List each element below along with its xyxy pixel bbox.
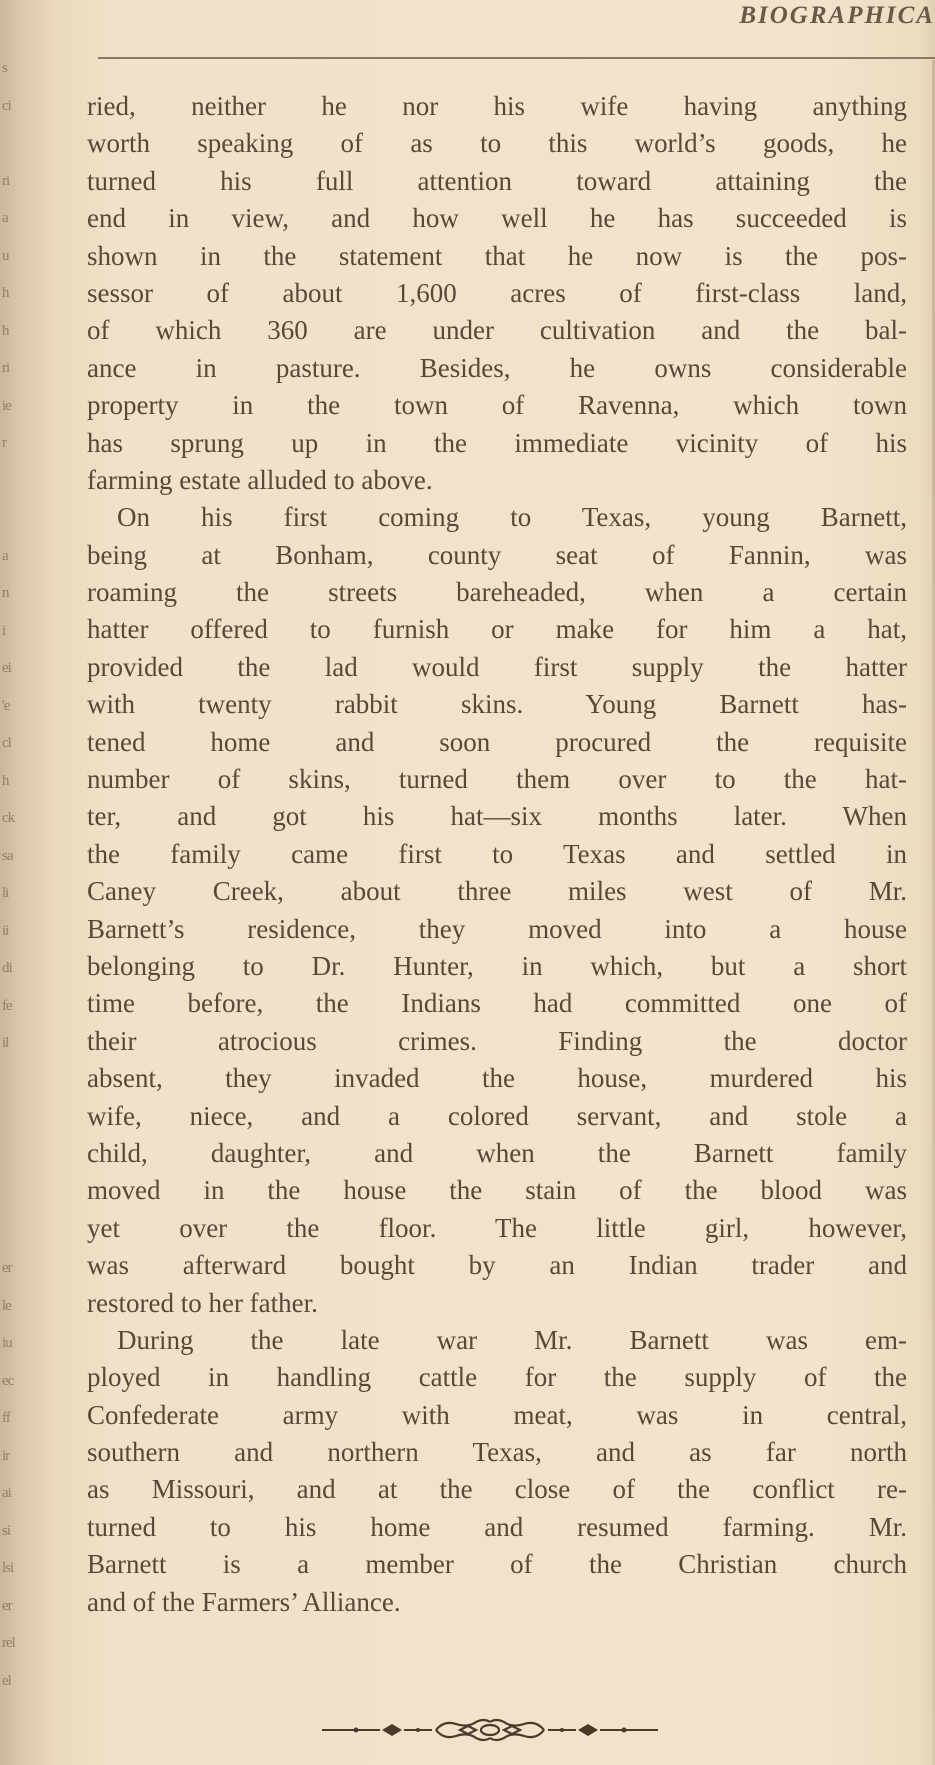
gutter-fragment: el xyxy=(2,1672,11,1689)
gutter-fragment: er xyxy=(2,1260,12,1276)
gutter-fragment: fe xyxy=(2,997,12,1014)
text-line: yet over the floor. The little girl, however, xyxy=(87,1212,907,1243)
text-line: ance in pasture. Besides, he owns considerable xyxy=(87,352,907,383)
gutter-fragment: h xyxy=(2,772,9,789)
text-line: end in view, and how well he has succeeded is xyxy=(87,203,907,234)
gutter-fragment: ei xyxy=(2,660,11,676)
text-line: shown in the statement that he now is the pos- xyxy=(87,240,907,271)
gutter-fragment: h xyxy=(2,322,9,339)
text-line: ployed in handling cattle for the supply of the xyxy=(87,1362,907,1393)
text-line: roaming the streets bareheaded, when a certain xyxy=(87,577,907,608)
text-line: number of skins, turned them over to the hat- xyxy=(87,764,907,795)
text-line: hatter offered to furnish or make for him a hat, xyxy=(87,614,907,645)
text-line: of which 360 are under cultivation and the bal- xyxy=(87,315,907,346)
text-line: Caney Creek, about three miles west of Mr. xyxy=(87,876,907,907)
text-line: Barnett’s residence, they moved into a house xyxy=(87,913,907,944)
text-line: restored to her father. xyxy=(87,1287,318,1318)
gutter-fragment: rel xyxy=(2,1635,15,1651)
gutter-fragment: a xyxy=(2,547,8,564)
gutter-fragment: di xyxy=(2,960,12,976)
gutter-fragment: h xyxy=(2,285,9,301)
text-line: property in the town of Ravenna, which town xyxy=(87,390,907,421)
gutter-fragment: ck xyxy=(2,810,15,826)
text-line: was afterward bought by an Indian trader and xyxy=(87,1250,907,1281)
header-rule xyxy=(98,57,935,59)
text-line: On his first coming to Texas, young Barnett, xyxy=(117,502,907,533)
text-line: the family came first to Texas and settled in xyxy=(87,838,907,869)
text-line: provided the lad would first supply the hatter xyxy=(87,651,907,682)
gutter-fragment: cl xyxy=(2,735,11,751)
text-line: ried, neither he nor his wife having anything xyxy=(87,91,907,121)
gutter-fragment: n xyxy=(2,585,9,601)
text-line: with twenty rabbit skins. Young Barnett has- xyxy=(87,689,907,720)
gutter-fragment: 'e xyxy=(2,697,10,714)
gutter-fragment: s xyxy=(2,60,7,76)
gutter-fragment: li xyxy=(2,885,9,901)
body-text-column xyxy=(87,88,907,1621)
text-line: child, daughter, and when the Barnett family xyxy=(87,1137,907,1168)
gutter-fragment: ir xyxy=(2,1447,10,1464)
text-line: moved in the house the stain of the blood was xyxy=(87,1175,907,1206)
text-line: as Missouri, and at the close of the conflict re- xyxy=(87,1474,907,1505)
text-line: and of the Farmers’ Alliance. xyxy=(87,1586,401,1617)
text-line: Barnett is a member of the Christian church xyxy=(87,1549,907,1580)
text-line: ter, and got his hat—six months later. When xyxy=(87,801,907,832)
gutter-fragment: u xyxy=(2,247,9,264)
gutter-fragment: ri xyxy=(2,360,10,376)
gutter-fragment: a xyxy=(2,210,8,226)
text-line: has sprung up in the immediate vicinity of his xyxy=(87,427,907,458)
text-line: being at Bonham, county seat of Fannin, was xyxy=(87,539,907,570)
gutter-fragment: ec xyxy=(2,1372,14,1389)
gutter-fragment: r xyxy=(2,435,6,451)
text-line: sessor of about 1,600 acres of first-class land, xyxy=(87,277,907,308)
text-line: belonging to Dr. Hunter, in which, but a short xyxy=(87,950,907,981)
text-line: tened home and soon procured the requisite xyxy=(87,726,907,757)
gutter-fragment: lsi xyxy=(2,1560,14,1576)
gutter-fragment: sa xyxy=(2,847,13,864)
gutter-fragment: le xyxy=(2,1297,11,1314)
gutter-fragment: ii xyxy=(2,922,9,939)
gutter-fragment: ie xyxy=(2,397,11,414)
text-line: their atrocious crimes. Finding the doctor xyxy=(87,1025,907,1056)
gutter-fragment: ai xyxy=(2,1485,11,1501)
gutter-fragment: ci xyxy=(2,97,11,114)
text-line: During the late war Mr. Barnett was em- xyxy=(117,1324,907,1355)
text-line: turned to his home and resumed farming. Mr. xyxy=(87,1511,907,1542)
gutter-fragment: ff xyxy=(2,1410,10,1426)
text-line: absent, they invaded the house, murdered his xyxy=(87,1063,907,1094)
text-line: southern and northern Texas, and as far north xyxy=(87,1437,907,1468)
text-line: Confederate army with meat, was in central, xyxy=(87,1399,907,1430)
gutter-fragment: i xyxy=(2,622,6,639)
gutter-fragment: il xyxy=(2,1035,9,1051)
text-line: farming estate alluded to above. xyxy=(87,464,433,495)
text-line: time before, the Indians had committed one of xyxy=(87,988,907,1019)
gutter-fragment: si xyxy=(2,1522,11,1539)
text-line: wife, niece, and a colored servant, and stole a xyxy=(87,1100,907,1131)
decorative-rule-ornament xyxy=(320,1718,660,1742)
gutter-fragment: ri xyxy=(2,172,10,189)
adjacent-page-gutter xyxy=(0,0,28,1765)
text-line: worth speaking of as to this world’s goods, he xyxy=(87,128,907,159)
gutter-fragment: er xyxy=(2,1597,12,1614)
running-header: BIOGRAPHICA xyxy=(739,2,935,29)
text-line: turned his full attention toward attaining the xyxy=(87,165,907,196)
gutter-fragment: iu xyxy=(2,1335,12,1351)
